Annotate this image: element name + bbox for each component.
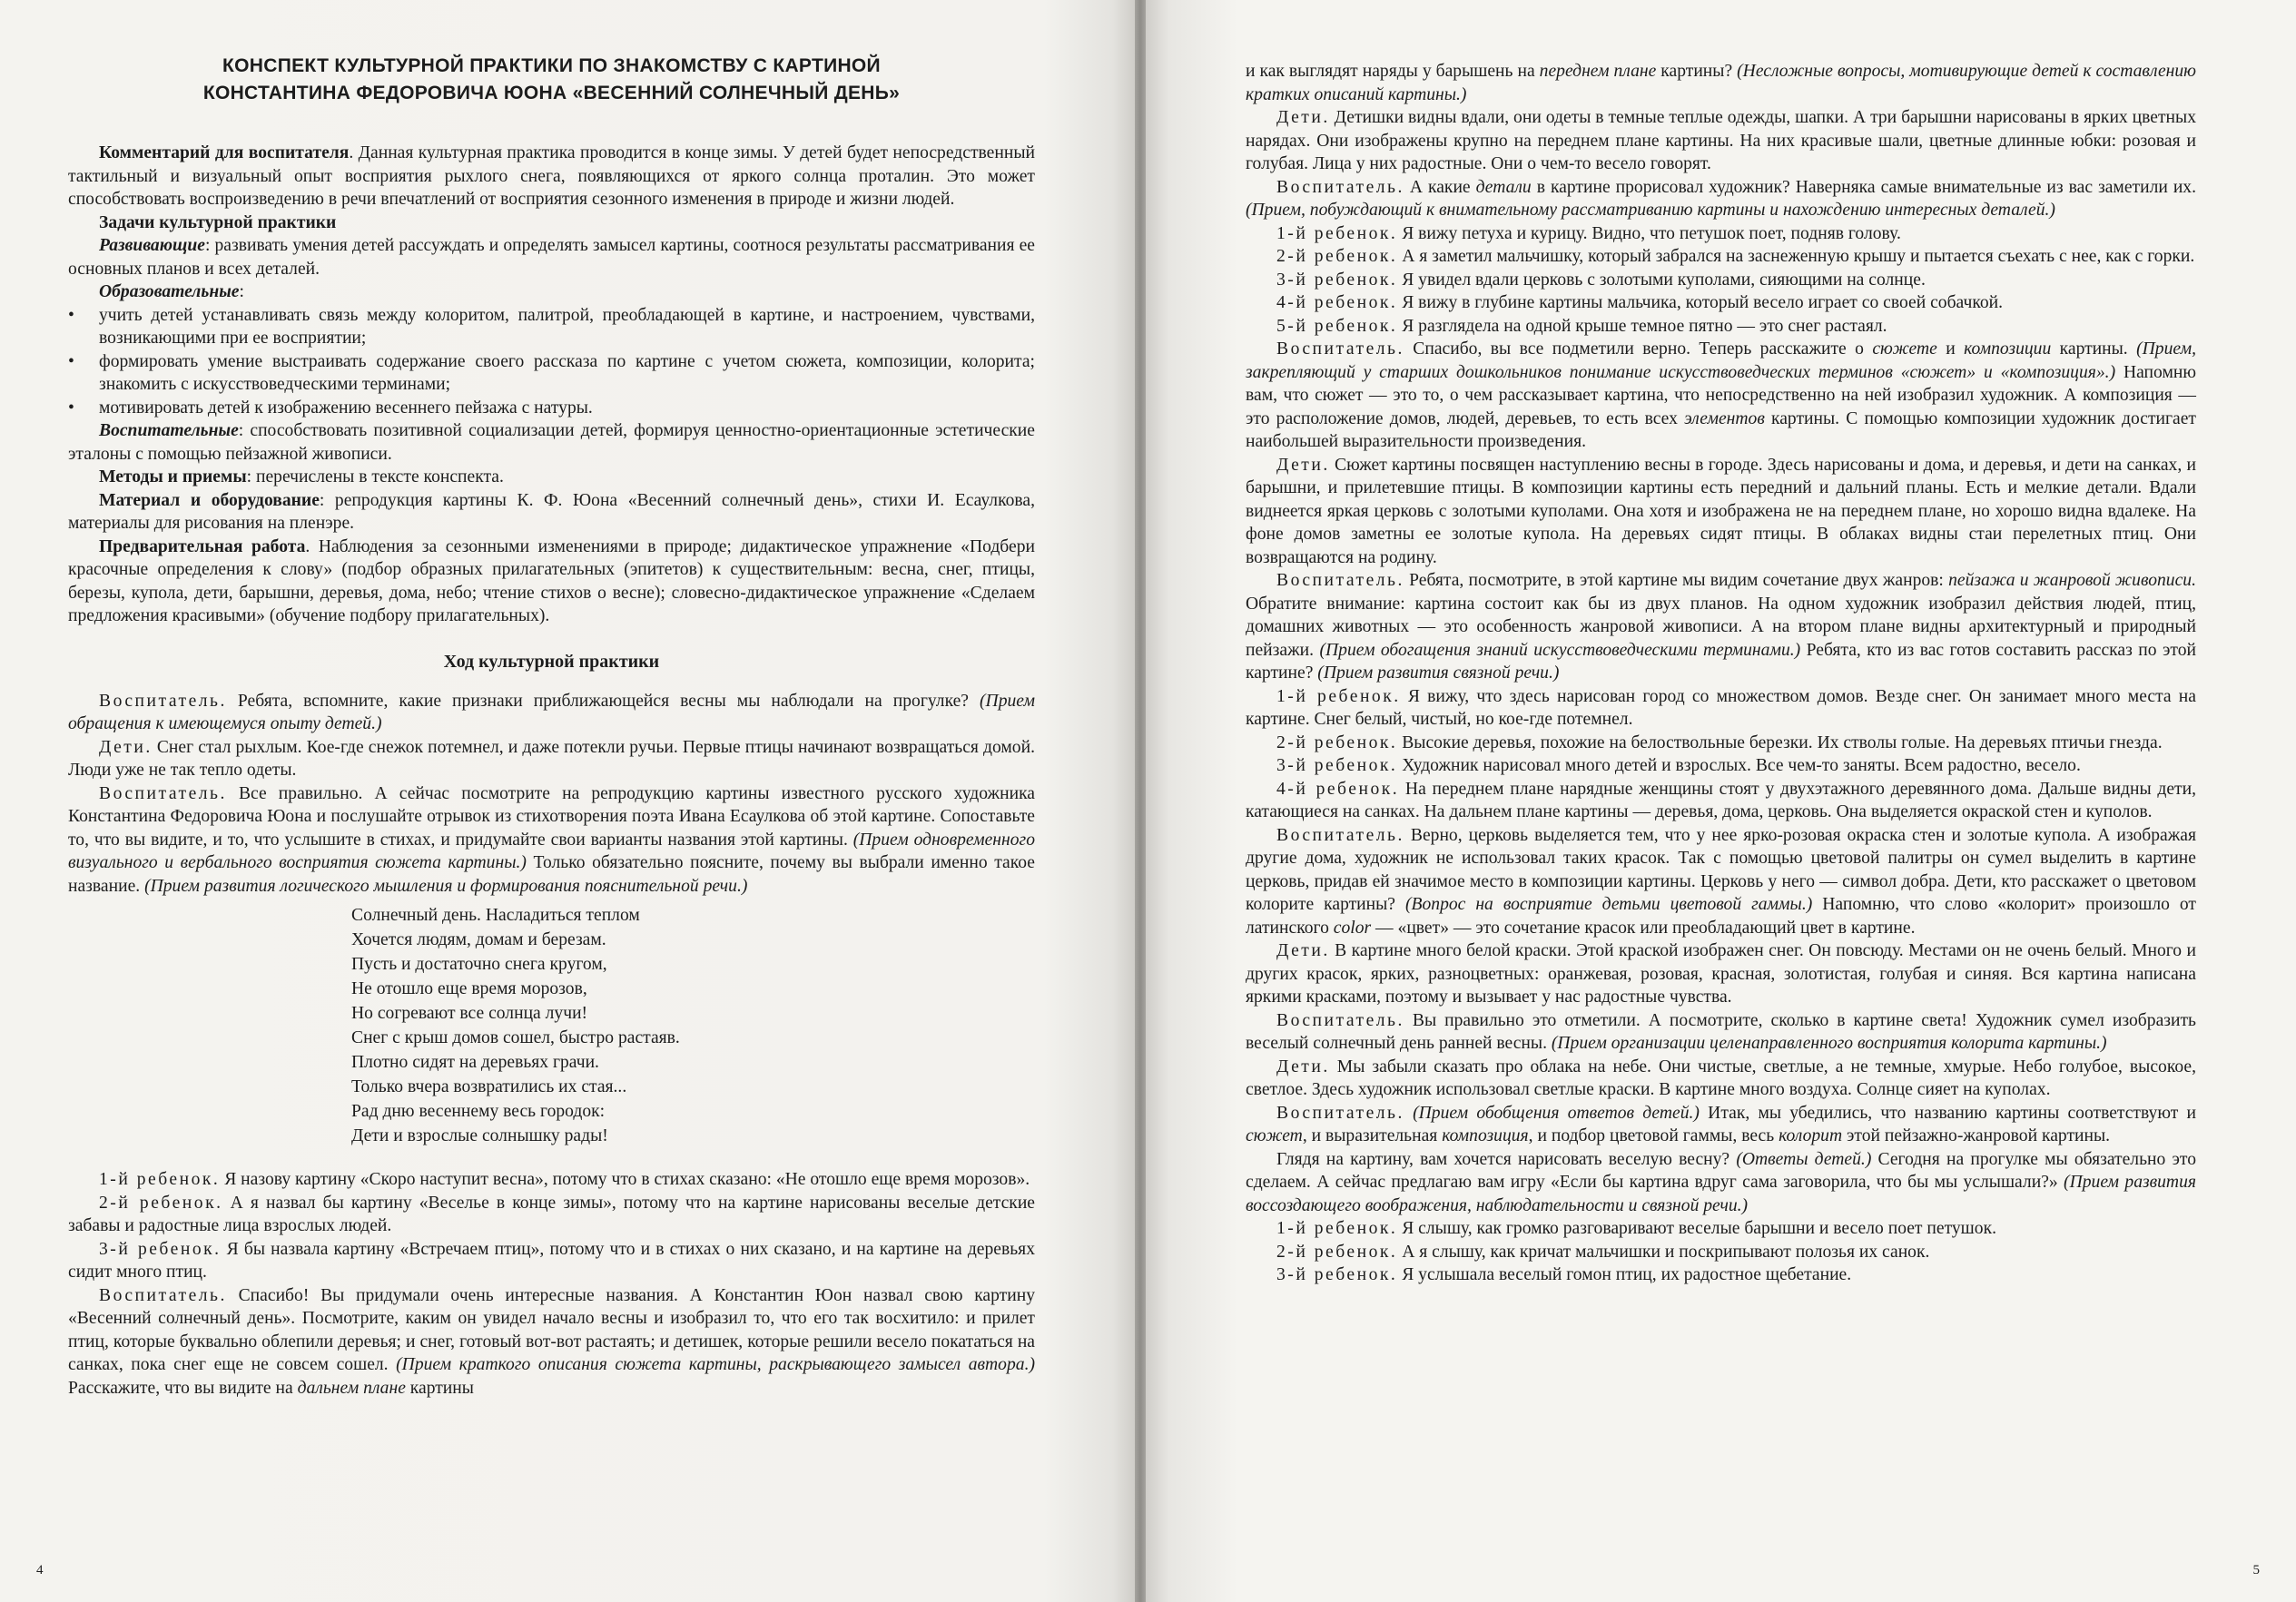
material-paragraph: Материал и оборудование: репродукция картины К. Ф. Юона «Весенний солнечный день», стихи И. Есаулкова, материалы для рисования на пленэре. [68,490,1035,533]
dialogue-line: Воспитатель. Спасибо! Вы придумали очень интересные названия. А Константин Юон назвал свою картину «Весенний солнечный день». Посмотрите, каким он увидел начало весны и изобразил то, что его так восхитило: и прилет птиц, которые буквально облепили деревья; и снег, готовый вот-вот растаять; и детишек, которые решили весело покататься на санках, пока снег еще не совсем сошел. (Прием краткого описания сюжета картины, раскрывающего замысел автора.) Расскажите, что вы видите на дальнем плане картины [68,1285,1035,1398]
dialogue-line: Глядя на картину, вам хочется нарисовать веселую весну? (Ответы детей.) Сегодня на прогулке мы обязательно это сделаем. А сейчас предлагаю вам игру «Если бы картина вдруг сама заговорила, что бы мы услышали?» (Прием развития воссоздающего воображения, наблюдательности и связной речи.) [1246,1149,2196,1215]
methods-paragraph: Методы и приемы: перечислены в тексте конспекта. [99,467,504,486]
poem-line: Но согревают все солнца лучи! [351,1004,588,1023]
dialogue-line: 1-й ребенок. Я слышу, как громко разговаривают веселые барышни и весело поет петушок. [1276,1219,1996,1238]
dialogue-line: 5-й ребенок. Я разглядела на одной крыше темное пятно — это снег растаял. [1276,316,1887,336]
dialogue-line: 4-й ребенок. Я вижу в глубине картины мальчика, который весело играет со своей собачкой. [1276,293,2004,312]
dialogue-line: Воспитатель. Верно, церковь выделяется тем, что у нее ярко-розовая окраска стен и золотые купола. А изображая другие дома, художник не использовал таких красок. Так с помощью цветовой палитры он сумел выделить в картине церковь, придав ей значимое место в композиции картины. Церковь у него — символ добра. Дети, кто расскажет о цветовом колорите картины? (Вопрос на восприятие детьми цветовой гаммы.) Напомню, что слово «колорит» произошло от латинского color — «цвет» — это сочетание красок или преобладающий цвет в картине. [1246,825,2196,938]
page-title [68,53,1035,107]
dialogue-line: Воспитатель. Вы правильно это отметили. А посмотрите, сколько в картине света! Художник сумел изобразить веселый солнечный день ранней весны. (Прием организации целенаправленного восприятия колорита картины.) [1246,1010,2196,1053]
poem-line: Снег с крыш домов сошел, быстро растаяв. [351,1028,680,1047]
poem-line: Плотно сидят на деревьях грачи. [351,1053,599,1072]
poem-line: Только вчера возвратились их стая... [351,1077,627,1096]
dialogue-line: 1-й ребенок. Я вижу петуха и курицу. Видно, что петушок поет, подняв голову. [1276,223,1901,243]
upbringing-tasks: Воспитательные: способствовать позитивной социализации детей, формируя ценностно-ориентационные эстетические эталоны с помощью пейзажной живописи. [68,421,1035,464]
dialogue-line: Дети. В картине много белой краски. Этой краской изображен снег. Он повсюду. Местами он не очень белый. Много и других красок, ярких, разноцветных: оранжевая, розовая, красная, золотистая, голубая и синяя. Вся картина написана яркими красками, поэтому и вызывает у нас радостные чувства. [1246,941,2196,1007]
poem-line: Рад дню весеннему весь городок: [351,1102,606,1121]
page-number: 5 [2252,1563,2260,1577]
dialogue-line: Дети. Сюжет картины посвящен наступлению весны в городе. Здесь нарисованы и дома, и деревья, и дети на санках, и барышни, и прилетевшие птицы. В композиции картины есть передний и дальний планы. Есть и мелкие детали. Вдали виднеется яркая церковь с золотыми куполами. Она хотя и изображена не на переднем плане, но хорошо видна вдалеке. На фоне домов заметны ее золотые купола. На деревьях сидят птицы. В облаках видны стаи перелетных птиц. Они возвращаются на родину. [1246,455,2196,567]
dialogue-line: 2-й ребенок. А я слышу, как кричат мальчишки и поскрипывают полозья их санок. [1276,1242,1930,1262]
dialogue-line: 2-й ребенок. А я заметил мальчишку, который забрался на заснеженную крышу и пытается съехать с нее, как с горки. [1276,247,2195,266]
educational-tasks-heading: Образовательные: [99,282,244,301]
dialogue-line: 3-й ребенок. Я увидел вдали церковь с золотыми куполами, сияющими на солнце. [1276,270,1926,290]
poem-line: Хочется людям, домам и березам. [351,930,606,949]
dialogue-line: Дети. Мы забыли сказать про облака на небе. Они чистые, светлые, а не темные, хмурые. Небо голубое, высокое, светлое. Здесь художник использовал светлые краски. В картине много воздуха. Солнце сияет на куполах. [1246,1057,2196,1099]
dialogue-line: 4-й ребенок. На переднем плане нарядные женщины стоят у двухэтажного деревянного дома. Дальше видны дети, катающиеся на санках. На дальнем плане картины — деревья, дома, церковь. Она выделяется окраской стен и куполов. [1246,779,2196,821]
list-item: • мотивировать детей к изображению весеннего пейзажа с натуры. [68,398,593,418]
dialogue-line: Дети. Детишки видны вдали, они одеты в темные теплые одежды, шапки. А три барышни нарисованы в ярких цветных нарядах. Они изображены крупно на переднем плане картины. На них красивые шали, цветные длинные юбки: розовая и голубая. Лица у них радостные. Они о чем-то весело говорят. [1246,108,2196,173]
dialogue-line: 1-й ребенок. Я назову картину «Скоро наступит весна», потому что в стихах сказано: «Не отошло еще время морозов». [99,1170,1030,1189]
page-number: 4 [36,1563,44,1577]
dialogue-line: Дети. Снег стал рыхлым. Кое-где снежок потемнел, и даже потекли ручьи. Первые птицы начинают возвращаться домой. Люди уже не так тепло одеты. [68,737,1035,780]
poem-line: Пусть и достаточно снега кругом, [351,955,607,974]
dialogue-line: Воспитатель. Все правильно. А сейчас посмотрите на репродукцию картины известного русского художника Константина Федоровича Юона и послушайте отрывок из стихотворения поэта Ивана Есаулкова об этой картине. Сопоставьте то, что вы видите, и то, что услышите в стихах, и придумайте свои варианты названия этой картины. (Прием одновременного визуального и вербального восприятия сюжета картины.) Только обязательно поясните, почему вы выбрали именно такое название. (Прием развития логического мышления и формирования пояснительной речи.) [68,783,1035,896]
title-line-2: КОНСТАНТИНА ФЕДОРОВИЧА ЮОНА «ВЕСЕННИЙ СОЛНЕЧНЫЙ ДЕНЬ» [202,83,901,103]
poem-line: Солнечный день. Насладиться теплом [351,906,640,925]
dialogue-line: 3-й ребенок. Художник нарисовал много детей и взрослых. Все чем-то заняты. Всем радостно, весело. [1276,756,2081,775]
list-item: • формировать умение выстраивать содержание своего рассказа по картине с учетом сюжета, композиции, колорита; знакомить с искусствоведческими терминами; [68,351,1035,394]
dialogue-line: Воспитатель. А какие детали в картине прорисовал художник? Наверняка самые внимательные из вас заметили их. (Прием, побуждающий к внимательному рассматриванию картины и нахождению интересных деталей.) [1246,177,2196,220]
poem-line: Дети и взрослые солнышку рады! [351,1126,608,1145]
dialogue-line: Воспитатель. (Прием обобщения ответов детей.) Итак, мы убедились, что названию картины соответствуют и сюжет, и выразительная композиция, и подбор цветовой гаммы, весь колорит этой пейзажно-жанровой картины. [1246,1103,2196,1145]
continuation-line: и как выглядят наряды у барышень на переднем плане картины? (Несложные вопросы, мотивирующие детей к составлению кратких описаний картины.) [1246,62,2196,104]
poem [351,903,1035,1148]
preparation-paragraph: Предварительная работа. Наблюдения за сезонными изменениями в природе; дидактическое упражнение «Подбери красочные определения к слову» (подбор образных прилагательных (эпитетов) к существительным: весна, снег, птицы, березы, купола, дети, барышни, деревья, дома, небо; чтение стихов о весне); словесно-дидактическое упражнение «Сделаем предложения красивыми» (обучение подбору прилагательных). [68,536,1035,625]
title-line-1: КОНСПЕКТ КУЛЬТУРНОЙ ПРАКТИКИ ПО ЗНАКОМСТВУ С КАРТИНОЙ [222,55,881,76]
tasks-heading: Задачи культурной практики [99,212,337,232]
dialogue-line: 2-й ребенок. А я назвал бы картину «Веселье в конце зимы», потому что на картине нарисованы веселые детские забавы и радостные лица взрослых людей. [68,1193,1036,1235]
developing-tasks: Развивающие: развивать умения детей рассуждать и определять замысел картины, соотнося результаты рассматривания ее основных планов и всех деталей. [68,236,1035,279]
dialogue-line: 2-й ребенок. Высокие деревья, похожие на белоствольные березки. Их стволы голые. На деревьях птичьи гнезда. [1276,732,2163,752]
right-page [1146,0,2296,1602]
dialogue-line: 3-й ребенок. Я бы назвала картину «Встречаем птиц», потому что и в стихах о них сказано, и на картине на деревьях сидит много птиц. [68,1239,1035,1282]
course-heading: Ход культурной практики [443,651,660,672]
dialogue-line: Воспитатель. Ребята, посмотрите, в этой картине мы видим сочетание двух жанров: пейзажа и жанровой живописи. Обратите внимание: картина состоит как бы из двух планов. На одном художник изобразил действия людей, птиц, домашних животных — это особенность жанровой живописи. А на втором плане видны архитектурный и природный пейзажи. (Прием обогащения знаний искусствоведческими терминами.) Ребята, кто из вас готов составить рассказ по этой картине? (Прием развития связной речи.) [1246,571,2196,683]
dialogue-line: 3-й ребенок. Я услышала веселый гомон птиц, их радостное щебетание. [1276,1265,1852,1284]
comment-paragraph: Комментарий для воспитателя. Данная культурная практика проводится в конце зимы. У детей будет непосредственный тактильный и визуальный опыт восприятия рыхлого снега, появляющихся от яркого солнца проталин. Это может способствовать воспроизведению в речи впечатлений от восприятия сезонного изменения в природе и жизни людей. [68,143,1035,209]
dialogue-line: Воспитатель. Спасибо, вы все подметили верно. Теперь расскажите о сюжете и композиции картины. (Прием, закрепляющий у старших дошкольников понимание искусствоведческих терминов «сюжет» и «композиция».) Напомню вам, что сюжет — это то, о чем рассказывает картина, что непосредственно на ней изобразил художник. А композиция — это расположение домов, людей, деревьев, то есть всех элементов картины. С помощью композиции художник достигает наибольшей выразительности произведения. [1246,339,2196,451]
left-page [0,0,1135,1602]
dialogue-line: 1-й ребенок. Я вижу, что здесь нарисован город со множеством домов. Везде снег. Он занимает много места на картине. Снег белый, чистый, но кое-где потемнел. [1246,686,2196,729]
list-item: • учить детей устанавливать связь между колоритом, палитрой, преобладающей в картине, и настроением, чувствами, возникающими при ее восприятии; [68,305,1035,348]
poem-line: Не отошло еще время морозов, [351,979,587,998]
dialogue-line: Воспитатель. Ребята, вспомните, какие признаки приближающейся весны мы наблюдали на прогулке? (Прием обращения к имеющемуся опыту детей.) [68,691,1035,733]
